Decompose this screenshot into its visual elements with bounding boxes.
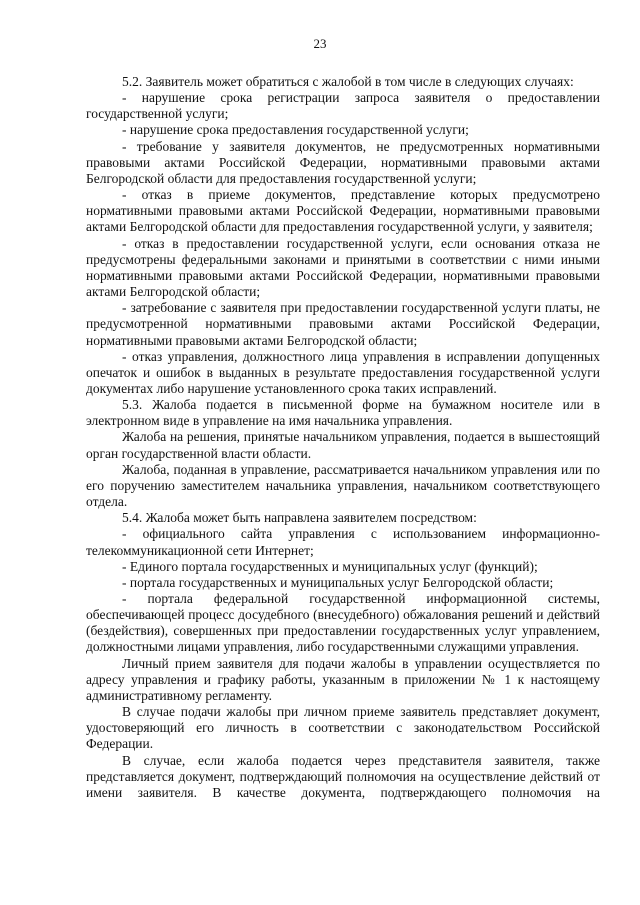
paragraph: - Единого портала государственных и муниципальных услуг (функций); xyxy=(122,558,538,574)
paragraph: 5.4. Жалоба может быть направлена заявителем посредством: xyxy=(122,510,477,526)
paragraph: Личный прием заявителя для подачи жалобы в управлении осуществляется по адресу управления и графику работы, указанным в приложении № 1 к настоящему административному регламенту. xyxy=(86,655,600,703)
paragraph: - портала федеральной государственной информационной системы, обеспечивающей процесс досудебного (внесудебного) обжалования решений и действий (бездействия), совершенных при предоставлении государственных услуг управлением, должностными лицами управления, либо государственными служащими управления. xyxy=(86,591,600,655)
paragraph: - требование у заявителя документов, не предусмотренных нормативными правовыми актами Российской Федерации, нормативными правовыми актами Белгородской области для предоставления государственной услуги; xyxy=(86,138,600,186)
paragraph: Жалоба, поданная в управление, рассматривается начальником управления или по его поручению заместителем начальника управления, начальником соответствующего отдела. xyxy=(86,461,600,510)
paragraph: - официального сайта управления с использованием информационно-телекоммуникационной сети Интернет; xyxy=(86,526,600,558)
paragraph: - затребование с заявителя при предоставлении государственной услуги платы, не предусмотренной нормативными правовыми актами Российской Федерации, нормативными правовыми актами Белгородской области; xyxy=(86,300,600,348)
paragraph: В случае подачи жалобы при личном приеме заявитель представляет документ, удостоверяющий его личность в соответствии с законодательством Российской Федерации. xyxy=(86,704,600,752)
paragraph: 5.3. Жалоба подается в письменной форме на бумажном носителе или в электронном виде в управление на имя начальника управления. xyxy=(86,397,600,429)
paragraph: - нарушение срока регистрации запроса заявителя о предоставлении государственной услуги; xyxy=(86,90,600,122)
document-body xyxy=(86,74,600,801)
paragraph: - отказ управления, должностного лица управления в исправлении допущенных опечаток и ошибок в выданных в результате предоставления государственной услуги документах либо нарушение установленного срока таких исправлений. xyxy=(86,348,600,396)
paragraph: Жалоба на решения, принятые начальником управления, подается в вышестоящий орган государственной власти области. xyxy=(86,429,600,461)
paragraph: - портала государственных и муниципальных услуг Белгородской области; xyxy=(122,574,554,590)
paragraph: - отказ в приеме документов, представление которых предусмотрено нормативными правовыми актами Российской Федерации, нормативными правовыми актами Белгородской области для предоставления государственной услуги, у заявителя; xyxy=(86,187,600,235)
paragraph: - отказ в предоставлении государственной услуги, если основания отказа не предусмотрены федеральными законами и принятыми в соответствии с ними иными нормативными правовыми актами Российской Федерации, нормативными правовыми актами Белгородской области; xyxy=(86,235,600,300)
paragraph: В случае, если жалоба подается через представителя заявителя, также представляется документ, подтверждающий полномочия на осуществление действий от имени заявителя. В качестве документа, подтверждающего полномочия на xyxy=(86,752,600,800)
paragraph: - нарушение срока предоставления государственной услуги; xyxy=(122,122,469,138)
paragraph: 5.2. Заявитель может обратиться с жалобой в том числе в следующих случаях: xyxy=(122,74,574,89)
page-number: 23 xyxy=(313,36,327,51)
